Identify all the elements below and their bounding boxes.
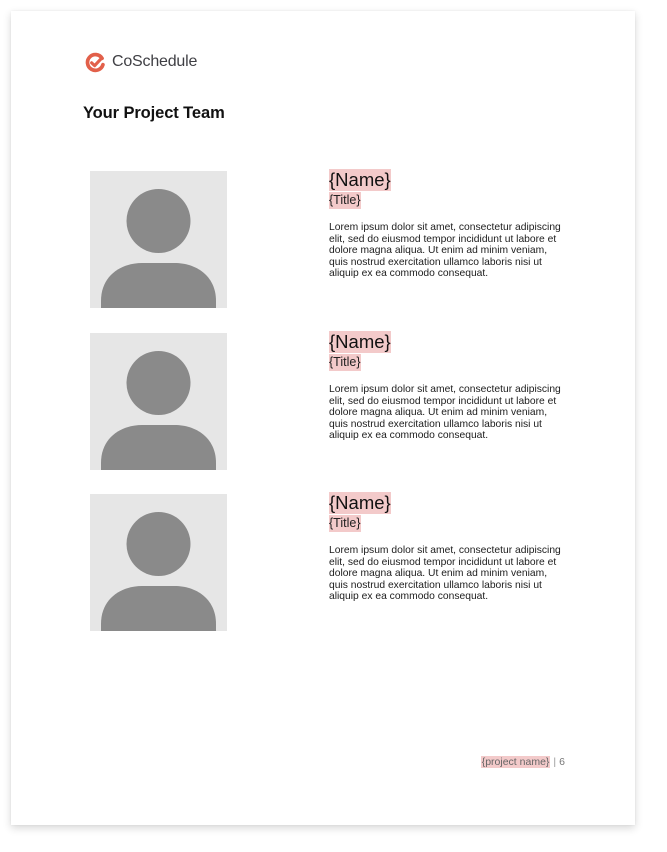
member-info bbox=[329, 492, 569, 603]
member-bio: Lorem ipsum dolor sit amet, consectetur adipiscing elit, sed do eiusmod tempor incididunt ut labore et dolore magna aliqua. Ut enim ad minim veniam, quis nostrud exercitation ullamco laboris nisi ut aliquip ex ea commodo consequat. bbox=[329, 545, 561, 602]
person-silhouette-icon bbox=[90, 171, 227, 308]
logo-text: CoSchedule bbox=[112, 53, 198, 70]
member-name: {Name} bbox=[329, 169, 391, 190]
page-number: 6 bbox=[559, 756, 565, 768]
member-name: {Name} bbox=[329, 331, 391, 352]
avatar-placeholder bbox=[90, 171, 227, 308]
person-silhouette-icon bbox=[90, 494, 227, 631]
team-member-card bbox=[11, 333, 635, 471]
avatar-placeholder bbox=[90, 494, 227, 631]
project-name-placeholder: {project name} bbox=[481, 756, 550, 768]
person-silhouette-icon bbox=[90, 333, 227, 470]
page-footer bbox=[481, 756, 565, 768]
document-page bbox=[11, 11, 635, 825]
avatar-placeholder bbox=[90, 333, 227, 470]
coschedule-logo bbox=[85, 50, 197, 74]
member-title: {Title} bbox=[329, 516, 361, 530]
member-info bbox=[329, 331, 569, 442]
member-title: {Title} bbox=[329, 193, 361, 207]
footer-separator: | bbox=[553, 756, 557, 768]
team-member-card bbox=[11, 494, 635, 632]
coschedule-logo-icon bbox=[85, 52, 106, 73]
page-title: Your Project Team bbox=[83, 104, 225, 122]
member-bio: Lorem ipsum dolor sit amet, consectetur adipiscing elit, sed do eiusmod tempor incididunt ut labore et dolore magna aliqua. Ut enim ad minim veniam, quis nostrud exercitation ullamco laboris nisi ut aliquip ex ea commodo consequat. bbox=[329, 384, 561, 441]
member-bio: Lorem ipsum dolor sit amet, consectetur adipiscing elit, sed do eiusmod tempor incididunt ut labore et dolore magna aliqua. Ut enim ad minim veniam, quis nostrud exercitation ullamco laboris nisi ut aliquip ex ea commodo consequat. bbox=[329, 222, 561, 279]
member-name: {Name} bbox=[329, 492, 391, 513]
member-title: {Title} bbox=[329, 355, 361, 369]
team-member-card bbox=[11, 171, 635, 309]
member-info bbox=[329, 169, 569, 280]
